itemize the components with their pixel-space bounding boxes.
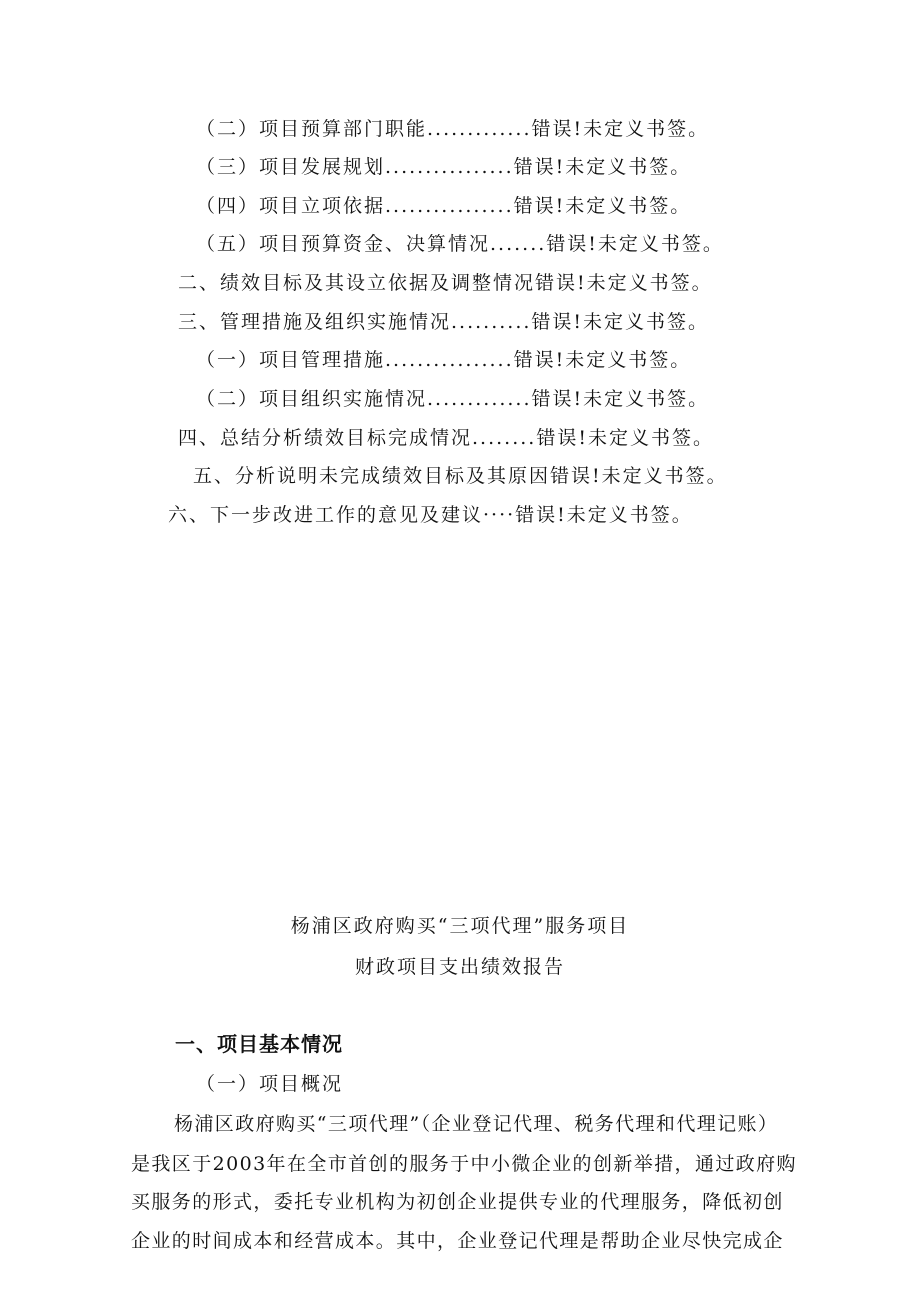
- toc-entry[interactable]: （二）项目预算部门职能.............错误!未定义书签。: [196, 118, 710, 140]
- toc-entry[interactable]: 二、绩效目标及其设立依据及调整情况错误!未定义书签。: [178, 272, 713, 294]
- toc-entry[interactable]: 四、总结分析绩效目标完成情况........错误!未定义书签。: [178, 427, 714, 449]
- paragraph-line: 企业的时间成本和经营成本。其中，企业登记代理是帮助企业尽快完成企: [131, 1230, 784, 1252]
- toc-entry[interactable]: （一）项目管理措施................错误!未定义书签。: [196, 349, 692, 371]
- toc-entry[interactable]: 六、下一步改进工作的意见及建议····错误!未定义书签。: [168, 504, 693, 526]
- section-heading: 一、项目基本情况: [175, 1032, 343, 1056]
- paragraph-line: 买服务的形式，委托专业机构为初创企业提供专业的代理服务，降低初创: [131, 1191, 784, 1213]
- toc-entry[interactable]: （二）项目组织实施情况.............错误!未定义书签。: [196, 388, 710, 410]
- toc-entry[interactable]: （四）项目立项依据................错误!未定义书签。: [196, 195, 692, 217]
- toc-entry[interactable]: （三）项目发展规划................错误!未定义书签。: [196, 156, 692, 178]
- toc-entry[interactable]: 三、管理措施及组织实施情况..........错误!未定义书签。: [178, 311, 710, 333]
- report-title-line-2: 财政项目支出绩效报告: [354, 956, 565, 978]
- subsection-heading: （一）项目概况: [196, 1073, 344, 1095]
- toc-entry[interactable]: （五）项目预算资金、决算情况.......错误!未定义书签。: [196, 233, 724, 255]
- paragraph-line: 是我区于2003年在全市首创的服务于中小微企业的创新举措，通过政府购: [131, 1153, 797, 1175]
- paragraph-line: 杨浦区政府购买“三项代理”（企业登记代理、税务代理和代理记账）: [174, 1113, 779, 1135]
- toc-entry[interactable]: 五、分析说明未完成绩效目标及其原因错误!未定义书签。: [193, 465, 728, 487]
- report-title-line-1: 杨浦区政府购买“三项代理”服务项目: [290, 915, 630, 937]
